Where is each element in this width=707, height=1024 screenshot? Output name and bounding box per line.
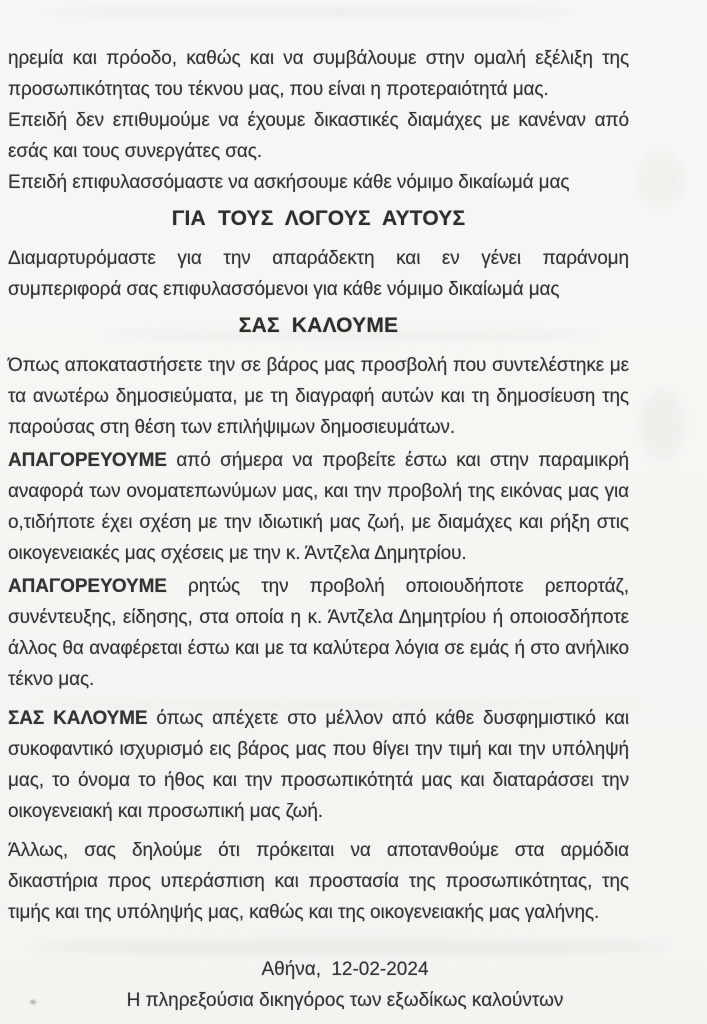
dateline: Αθήνα, 12-02-2024	[261, 959, 429, 980]
paragraph-rest: όπως απέχετε στο μέλλον από κάθε δυσφημιστικό και συκοφαντικό ισχυρισμό εις βάρος μας που θίγει την τιμή και την υπόληψή μας, το όνομα το ήθος και την προσωπικότητά μας και διαταράσσει την οικογενειακή και προσωπική μας ζωή.	[8, 708, 629, 822]
paragraph-rest: από σήμερα να προβείτε έστω και στην παραμικρή αναφορά των ονοματεπωνύμων μας, και την προβολή της εικόνας μας για ο,τιδήποτε έχει σχέση με την ιδιωτική μας ζωή, με διαμάχες και ρήξη στις οικογενειακές μας σχέσεις με την κ. Άντζελα Δημητρίου.	[8, 450, 629, 564]
document-footer	[95, 954, 595, 1016]
signature-caption: Η πληρεξούσια δικηγόρος των εξωδίκως καλούντων	[126, 990, 564, 1011]
paragraph	[8, 703, 629, 827]
paragraph	[8, 571, 629, 695]
section-heading: ΓΙΑ ΤΟΥΣ ΛΟΓΟΥΣ ΑΥΤΟΥΣ	[171, 207, 466, 230]
paragraph-rest: ρητώς την προβολή οποιουδήποτε ρεπορτάζ, συνέντευξης, είδησης, στα οποία η κ. Άντζελα Δημητρίου ή οποιοσδήποτε άλλος θα αναφέρεται έστω και με τα καλύτερα λόγια σε εμάς ή στο ανήλικο τέκνο μας.	[8, 576, 629, 690]
paragraph: ηρεμία και πρόοδο, καθώς και να συμβάλουμε στην ομαλή εξέλιξη της προσωπικότητας του τέκνου μας, που είναι η προτεραιότητά μας.	[8, 48, 629, 100]
section-heading: ΣΑΣ ΚΑΛΟΥΜΕ	[238, 314, 399, 337]
paragraph: Άλλως, σας δηλούμε ότι πρόκειται να αποτανθούμε στα αρμόδια δικαστήρια προς υπεράσπιση και προστασία της προσωπικότητας, της τιμής και της υπόληψής μας, καθώς και της οικογενειακής μας γαλήνης.	[8, 840, 629, 923]
paragraph	[8, 445, 629, 569]
paragraph: Όπως αποκαταστήσετε την σε βάρος μας προσβολή που συντελέστηκε με τα ανωτέρω δημοσιεύματα, με τη διαγραφή αυτών και τη δημοσίευση της παρούσας στη θέση των επιλήψιμων δημοσιευμάτων.	[8, 355, 629, 438]
paragraph-lead: ΑΠΑΓΟΡΕΥΟΥΜΕ	[8, 576, 167, 597]
paragraph: Επειδή δεν επιθυμούμε να έχουμε δικαστικές διαμάχες με κανέναν από εσάς και τους συνεργάτες σας.	[8, 110, 629, 162]
paragraph-lead: ΑΠΑΓΟΡΕΥΟΥΜΕ	[8, 450, 167, 471]
paragraph-lead: ΣΑΣ ΚΑΛΟΥΜΕ	[8, 708, 148, 729]
paragraph: Διαμαρτυρόμαστε για την απαράδεκτη και εν γένει παράνομη συμπεριφορά σας επιφυλασσόμενοι για κάθε νόμιμο δικαίωμά μας	[8, 248, 629, 300]
paragraph: Επειδή επιφυλασσόμαστε να ασκήσουμε κάθε νόμιμο δικαίωμά μας	[8, 172, 570, 193]
